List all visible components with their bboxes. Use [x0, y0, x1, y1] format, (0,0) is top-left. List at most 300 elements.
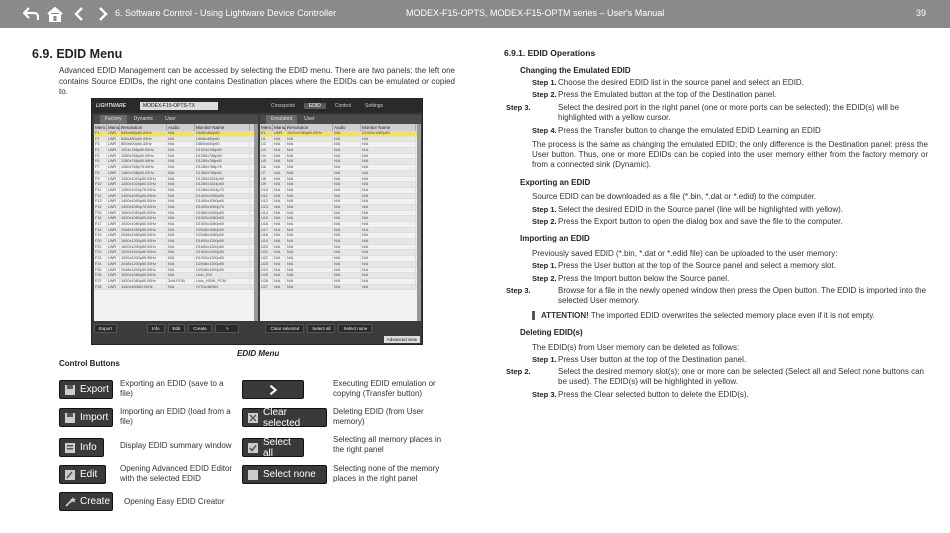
- table-cell: U19: [260, 239, 273, 244]
- table-cell: N/A: [167, 228, 195, 233]
- table-cell: N/A: [286, 165, 333, 170]
- table-cell: F26: [94, 273, 107, 278]
- table-cell: U12: [260, 199, 273, 204]
- nav-icons: [22, 5, 112, 23]
- table-cell: F23: [94, 256, 107, 261]
- table-cell: N/A: [273, 216, 286, 221]
- table-cell: N/A: [273, 250, 286, 255]
- table-cell: F15: [94, 211, 107, 216]
- table-cell: N/A: [167, 205, 195, 210]
- grid-header: [260, 124, 417, 131]
- table-cell: F2: [94, 137, 107, 142]
- table-cell: 2048x1080p60.00Hz: [120, 233, 167, 238]
- table-cell: N/A: [333, 216, 361, 221]
- table-cell: F19: [94, 233, 107, 238]
- advanced-view-toggle: Advanced view: [384, 336, 420, 343]
- table-cell: 1920x1200p59.95Hz: [120, 256, 167, 261]
- table-cell: N/A: [333, 273, 361, 278]
- table-cell: N/A: [286, 233, 333, 238]
- table-cell: N/A: [333, 199, 361, 204]
- table-cell: 1440x480i60.00Hz: [120, 285, 167, 290]
- table-cell: F9: [94, 177, 107, 182]
- table-cell: LWR: [107, 273, 120, 278]
- table-cell: 1280x1024p60.02Hz: [120, 182, 167, 187]
- document-title: MODEX-F15-OPTS, MODEX-F15-OPTM series – User's Manual: [406, 8, 665, 18]
- table-cell: N/A: [361, 250, 416, 255]
- table-cell: 1280x768p50.00Hz: [120, 154, 167, 159]
- table-cell: LWR: [107, 279, 120, 284]
- table-cell: D800x600p60: [195, 142, 250, 147]
- tab-dynamic: Dynamic: [133, 116, 154, 122]
- table-cell: D1280x1024p60: [195, 182, 250, 187]
- table-cell: N/A: [286, 262, 333, 267]
- table-cell: 1920x1080p60.00Hz: [120, 279, 167, 284]
- table-cell: U26: [260, 279, 273, 284]
- info-icon: [64, 442, 76, 454]
- table-cell: N/A: [167, 199, 195, 204]
- step: Step 3. Browse for a file in the newly opened window then press the Open button. The EDID is imported into the selected User memory.: [506, 286, 927, 305]
- column-header: Resolution: [120, 124, 167, 131]
- prev-page-icon[interactable]: [70, 5, 88, 23]
- table-cell: N/A: [286, 285, 333, 290]
- table-cell: U10: [260, 188, 273, 193]
- table-cell: 1920x1080p60.00Hz: [286, 131, 333, 136]
- table-cell: N/A: [333, 194, 361, 199]
- create-button: Create: [188, 324, 212, 333]
- table-cell: F10: [94, 182, 107, 187]
- create-icon: [64, 496, 76, 508]
- table-cell: H720x480i60: [195, 285, 250, 290]
- table-cell: 1920x1080p60.00Hz: [120, 273, 167, 278]
- table-cell: U21: [260, 250, 273, 255]
- table-cell: N/A: [286, 148, 333, 153]
- table-cell: U27: [260, 285, 273, 290]
- table-cell: F20: [94, 239, 107, 244]
- table-cell: 1280x1024p75.02Hz: [120, 188, 167, 193]
- import-button[interactable]: [59, 408, 113, 427]
- table-cell: 1024x768p60.00Hz: [120, 148, 167, 153]
- step: Step 3. Select the desired port in the right panel (one or more ports can be selected); the EDID(s) will be highlighted with a yellow cursor.: [506, 103, 900, 122]
- transfer-button: >: [215, 324, 240, 333]
- table-cell: F4: [94, 148, 107, 153]
- table-cell: D2048x1200p50: [195, 262, 250, 267]
- table-cell: F8: [94, 171, 107, 176]
- table-cell: U2: [260, 142, 273, 147]
- table-cell: D1280x768p50: [195, 154, 250, 159]
- table-cell: N/A: [361, 239, 416, 244]
- table-cell: N/A: [333, 182, 361, 187]
- table-cell: F13: [94, 199, 107, 204]
- table-cell: D2048x1080p60: [195, 233, 250, 238]
- table-cell: 1920x1080p50.00Hz: [120, 216, 167, 221]
- table-cell: F11: [94, 188, 107, 193]
- table-cell: N/A: [333, 154, 361, 159]
- deleting-heading: Deleting EDID(s): [520, 328, 583, 337]
- table-cell: N/A: [273, 239, 286, 244]
- table-cell: LWR: [107, 188, 120, 193]
- table-cell: F27: [94, 279, 107, 284]
- table-cell: N/A: [333, 177, 361, 182]
- column-header: Audio: [333, 124, 361, 131]
- table-cell: LWR: [107, 199, 120, 204]
- clear-selected-button[interactable]: [242, 408, 327, 427]
- edit-button[interactable]: [59, 465, 106, 484]
- table-cell: N/A: [167, 285, 195, 290]
- table-cell: F22: [94, 250, 107, 255]
- table-cell: D1920x1200p50: [195, 250, 250, 255]
- table-cell: N/A: [286, 194, 333, 199]
- menu-settings: Settings: [364, 103, 384, 109]
- figure-caption: EDID Menu: [237, 349, 280, 358]
- table-cell: N/A: [286, 216, 333, 221]
- table-cell: 2chLPCM: [167, 279, 195, 284]
- table-cell: 1280x1024p50.00Hz: [120, 177, 167, 182]
- table-cell: N/A: [333, 165, 361, 170]
- import-icon: [64, 412, 76, 424]
- source-panel: [94, 115, 258, 321]
- table-cell: N/A: [361, 245, 416, 250]
- chevron-right-icon: [267, 384, 279, 396]
- table-cell: N/A: [273, 262, 286, 267]
- table-cell: N/A: [167, 239, 195, 244]
- table-cell: N/A: [167, 245, 195, 250]
- table-cell: 800x600p60.32Hz: [120, 142, 167, 147]
- page-number: 39: [915, 8, 926, 18]
- table-cell: N/A: [333, 159, 361, 164]
- select-all-label: Select all: [263, 436, 291, 459]
- table-cell: N/A: [333, 245, 361, 250]
- table-cell: D1680x1050p60: [195, 211, 250, 216]
- table-cell: U4: [260, 154, 273, 159]
- edit-button: Edit: [168, 324, 186, 333]
- table-cell: F24: [94, 262, 107, 267]
- table-cell: N/A: [333, 233, 361, 238]
- header-bar: [0, 0, 950, 28]
- table-cell: N/A: [361, 222, 416, 227]
- table-cell: U13: [260, 205, 273, 210]
- edit-label: Edit: [80, 469, 98, 480]
- table-cell: F12: [94, 194, 107, 199]
- table-cell: F6: [94, 159, 107, 164]
- table-cell: D1400x1050p60: [195, 199, 250, 204]
- table-cell: N/A: [361, 216, 416, 221]
- column-header: Monitor Name: [361, 124, 416, 131]
- import-description: Importing an EDID (load from a file): [120, 407, 231, 426]
- table-cell: N/A: [286, 279, 333, 284]
- table-cell: N/A: [273, 177, 286, 182]
- table-cell: D1280x768p60: [195, 159, 250, 164]
- source-grid: [94, 124, 254, 321]
- table-cell: N/A: [273, 256, 286, 261]
- table-cell: N/A: [333, 205, 361, 210]
- table-cell: LWR: [107, 216, 120, 221]
- table-cell: N/A: [273, 159, 286, 164]
- subsection-title: 6.9.1. EDID Operations: [504, 48, 596, 58]
- select-all-button[interactable]: [242, 438, 304, 457]
- export-label: Export: [80, 384, 109, 395]
- attention-label: ATTENTION!: [541, 311, 589, 320]
- column-header: Mem..: [261, 125, 274, 130]
- destination-grid: [260, 124, 417, 321]
- table-cell: N/A: [333, 211, 361, 216]
- table-cell: N/A: [333, 228, 361, 233]
- table-cell: N/A: [273, 194, 286, 199]
- table-cell: N/A: [286, 273, 333, 278]
- select-none-button: Select none: [338, 324, 372, 333]
- table-cell: U5: [260, 159, 273, 164]
- table-cell: U23: [260, 262, 273, 267]
- table-cell: E1: [260, 131, 273, 136]
- table-cell: D1024x768p60: [195, 148, 250, 153]
- step: Step 3.Press the Clear selected button to delete the EDID(s).: [532, 390, 749, 399]
- chapter-title: 6. Software Control - Using Lightware Device Controller: [115, 8, 337, 18]
- table-cell: LWR: [107, 137, 120, 142]
- menu-control: Control: [334, 103, 351, 109]
- table-cell: 1400x1050p50.00Hz: [120, 194, 167, 199]
- exporting-heading: Exporting an EDID: [520, 178, 591, 187]
- column-header: Monitor Name: [195, 124, 250, 131]
- table-cell: N/A: [333, 268, 361, 273]
- table-cell: N/A: [286, 137, 333, 142]
- table-cell: N/A: [361, 285, 416, 290]
- table-cell: LWR: [107, 177, 120, 182]
- step: Step 2.Press the Emulated button at the top of the Destination panel.: [532, 90, 777, 99]
- table-cell: 1600x1200p50.00Hz: [120, 239, 167, 244]
- back-icon[interactable]: [22, 5, 40, 23]
- table-cell: F5: [94, 154, 107, 159]
- importing-heading: Importing an EDID: [520, 234, 590, 243]
- section-intro: Advanced EDID Management can be accessed by selecting the EDID menu. There are two panels: the left one contains Source EDIDs, the right one contains Destination places where the EDIDs can be emulated or copied to.: [59, 66, 455, 96]
- app-toolbar: [92, 99, 422, 113]
- select-none-label: Select none: [263, 469, 316, 480]
- section-title: 6.9. EDID Menu: [32, 47, 123, 61]
- table-cell: N/A: [361, 148, 416, 153]
- tab-user: User: [165, 116, 176, 122]
- tab-factory: Factory: [100, 115, 127, 124]
- table-cell: 1280x768p59.94Hz: [120, 159, 167, 164]
- table-cell: N/A: [333, 222, 361, 227]
- table-cell: D848x480p60: [195, 137, 250, 142]
- step: Step 1.Select the desired EDID in the Source panel (line will be highlighted with yellow).: [532, 205, 844, 214]
- export-description: Exporting an EDID (save to a file): [120, 379, 224, 398]
- table-cell: D2048x1080p50: [195, 228, 250, 233]
- table-cell: 1400x1050p75.00Hz: [120, 205, 167, 210]
- step: Step 1.Press the User button at the top of the Source panel and select a memory slot.: [532, 261, 836, 270]
- table-cell: 1680x1050p60.00Hz: [120, 211, 167, 216]
- table-cell: LWR: [107, 165, 120, 170]
- info-button[interactable]: [59, 438, 104, 457]
- export-icon: [64, 384, 76, 396]
- select-all-description: Selecting all memory places in the right panel: [333, 435, 442, 454]
- table-cell: LWR: [107, 245, 120, 250]
- table-cell: F7: [94, 165, 107, 170]
- table-cell: N/A: [286, 205, 333, 210]
- table-cell: N/A: [333, 137, 361, 142]
- table-cell: LWR: [107, 228, 120, 233]
- table-cell: U17: [260, 228, 273, 233]
- table-cell: N/A: [361, 228, 416, 233]
- table-cell: N/A: [286, 250, 333, 255]
- table-cell: N/A: [333, 142, 361, 147]
- table-cell: Univ_DVI: [195, 273, 250, 278]
- table-cell: 2048x1200p59.95Hz: [120, 268, 167, 273]
- table-cell: N/A: [273, 285, 286, 290]
- table-cell: U11: [260, 194, 273, 199]
- table-cell: N/A: [167, 211, 195, 216]
- table-cell: N/A: [286, 171, 333, 176]
- table-cell: 2048x1080p50.00Hz: [120, 228, 167, 233]
- table-cell: 640x480p60.00Hz: [120, 131, 167, 136]
- table-cell: N/A: [361, 205, 416, 210]
- table-cell: LWR: [107, 148, 120, 153]
- table-cell: N/A: [273, 165, 286, 170]
- table-cell: N/A: [273, 273, 286, 278]
- table-cell: N/A: [286, 222, 333, 227]
- column-header: Audio: [167, 124, 195, 131]
- table-cell: N/A: [286, 182, 333, 187]
- table-cell: N/A: [167, 233, 195, 238]
- next-page-icon[interactable]: [94, 5, 112, 23]
- table-cell: N/A: [361, 194, 416, 199]
- table-cell: N/A: [273, 137, 286, 142]
- table-cell: F3: [94, 142, 107, 147]
- table-cell: N/A: [361, 233, 416, 238]
- table-cell: N/A: [167, 194, 195, 199]
- table-cell: U6: [260, 165, 273, 170]
- select-none-button[interactable]: [242, 465, 327, 484]
- table-cell: U22: [260, 256, 273, 261]
- table-cell: F17: [94, 222, 107, 227]
- table-cell: N/A: [167, 142, 195, 147]
- table-cell: N/A: [333, 148, 361, 153]
- table-cell: 1600x1200p60.00Hz: [120, 245, 167, 250]
- table-cell: U14: [260, 211, 273, 216]
- transfer-button[interactable]: [242, 380, 304, 399]
- menu-crosspoint: Crosspoint: [271, 103, 295, 109]
- create-label: Create: [80, 496, 111, 507]
- table-cell: LWR: [107, 222, 120, 227]
- step: Step 4.Press the Transfer button to change the emulated EDID Learning an EDID: [532, 126, 821, 135]
- table-cell: D1920x1200p60: [195, 256, 250, 261]
- table-cell: N/A: [167, 171, 195, 176]
- table-cell: N/A: [273, 199, 286, 204]
- create-button[interactable]: [59, 492, 113, 511]
- table-cell: N/A: [286, 268, 333, 273]
- table-cell: N/A: [273, 171, 286, 176]
- scrollbar: [254, 124, 258, 321]
- step: Step 1.Choose the desired EDID list in the source panel and select an EDID.: [532, 78, 804, 87]
- table-cell: N/A: [361, 256, 416, 261]
- table-cell: N/A: [333, 256, 361, 261]
- screenshot-button-row: [94, 323, 420, 334]
- table-cell: LWR: [107, 250, 120, 255]
- table-cell: N/A: [273, 142, 286, 147]
- select-all-button: Select all: [307, 324, 335, 333]
- table-cell: N/A: [273, 205, 286, 210]
- table-cell: F28: [94, 285, 107, 290]
- table-cell: U15: [260, 216, 273, 221]
- table-cell: N/A: [273, 279, 286, 284]
- home-icon[interactable]: [46, 5, 64, 23]
- attention-note: ATTENTION! The imported EDID overwrites the selected memory place even if it is not empty.: [532, 311, 928, 320]
- table-cell: N/A: [361, 211, 416, 216]
- table-cell: U1: [260, 137, 273, 142]
- table-cell: N/A: [333, 250, 361, 255]
- table-cell: N/A: [273, 268, 286, 273]
- table-cell: N/A: [273, 228, 286, 233]
- table-cell: N/A: [361, 154, 416, 159]
- table-cell: U7: [260, 171, 273, 176]
- table-cell: N/A: [167, 154, 195, 159]
- table-cell: U16: [260, 222, 273, 227]
- export-button: Export: [94, 324, 117, 333]
- table-cell: N/A: [361, 182, 416, 187]
- export-button[interactable]: [59, 380, 113, 399]
- table-cell: N/A: [286, 142, 333, 147]
- table-cell: LWR: [107, 131, 120, 136]
- table-cell: N/A: [361, 262, 416, 267]
- table-cell: N/A: [167, 250, 195, 255]
- table-cell: N/A: [273, 211, 286, 216]
- table-cell: U3: [260, 148, 273, 153]
- scrollbar: [417, 124, 421, 321]
- table-cell: N/A: [167, 159, 195, 164]
- table-cell: U24: [260, 268, 273, 273]
- table-cell: F25: [94, 268, 107, 273]
- table-cell: 1920x1080p60.00Hz: [120, 222, 167, 227]
- table-cell: N/A: [333, 285, 361, 290]
- table-cell: N/A: [286, 228, 333, 233]
- table-cell: N/A: [167, 182, 195, 187]
- table-cell: U18: [260, 233, 273, 238]
- table-cell: N/A: [167, 177, 195, 182]
- table-cell: 1280x768p75.00Hz: [120, 165, 167, 170]
- table-cell: N/A: [361, 279, 416, 284]
- step: Step 1.Press User button at the top of the Destination panel.: [532, 355, 747, 364]
- import-label: Import: [80, 412, 109, 423]
- table-cell: N/A: [333, 279, 361, 284]
- table-cell: 1360x768p60.02Hz: [120, 171, 167, 176]
- table-cell: D1920x1080p60: [361, 131, 416, 136]
- app-logo: LIGHTWARE: [96, 103, 126, 109]
- table-cell: N/A: [273, 233, 286, 238]
- changing-heading: Changing the Emulated EDID: [520, 66, 631, 75]
- table-cell: N/A: [167, 165, 195, 170]
- table-cell: N/A: [333, 171, 361, 176]
- table-cell: N/A: [167, 268, 195, 273]
- table-cell: N/A: [286, 177, 333, 182]
- table-cell: D1600x1200p60: [195, 245, 250, 250]
- info-label: Info: [80, 442, 97, 453]
- table-cell: N/A: [167, 262, 195, 267]
- table-cell: N/A: [361, 165, 416, 170]
- table-cell: N/A: [333, 131, 361, 136]
- table-cell: D1600x1200p50: [195, 239, 250, 244]
- table-cell: N/A: [286, 188, 333, 193]
- table-cell: N/A: [167, 131, 195, 136]
- table-cell: 1920x1200p50.00Hz: [120, 250, 167, 255]
- table-cell: 1400x1050p60.00Hz: [120, 199, 167, 204]
- table-cell: Univ_HDMI_PCM: [195, 279, 250, 284]
- column-header: Manu..: [274, 125, 288, 130]
- exporting-intro: Source EDID can be downloaded as a file (*.bin, *.dat or *.edid) to the computer.: [532, 192, 817, 201]
- table-cell: U20: [260, 245, 273, 250]
- transfer-description: Executing EDID emulation or copying (Transfer button): [333, 379, 436, 398]
- select-none-description: Selecting none of the memory places in the right panel: [333, 464, 440, 483]
- table-cell: U25: [260, 273, 273, 278]
- table-cell: N/A: [361, 188, 416, 193]
- table-cell: LWR: [107, 182, 120, 187]
